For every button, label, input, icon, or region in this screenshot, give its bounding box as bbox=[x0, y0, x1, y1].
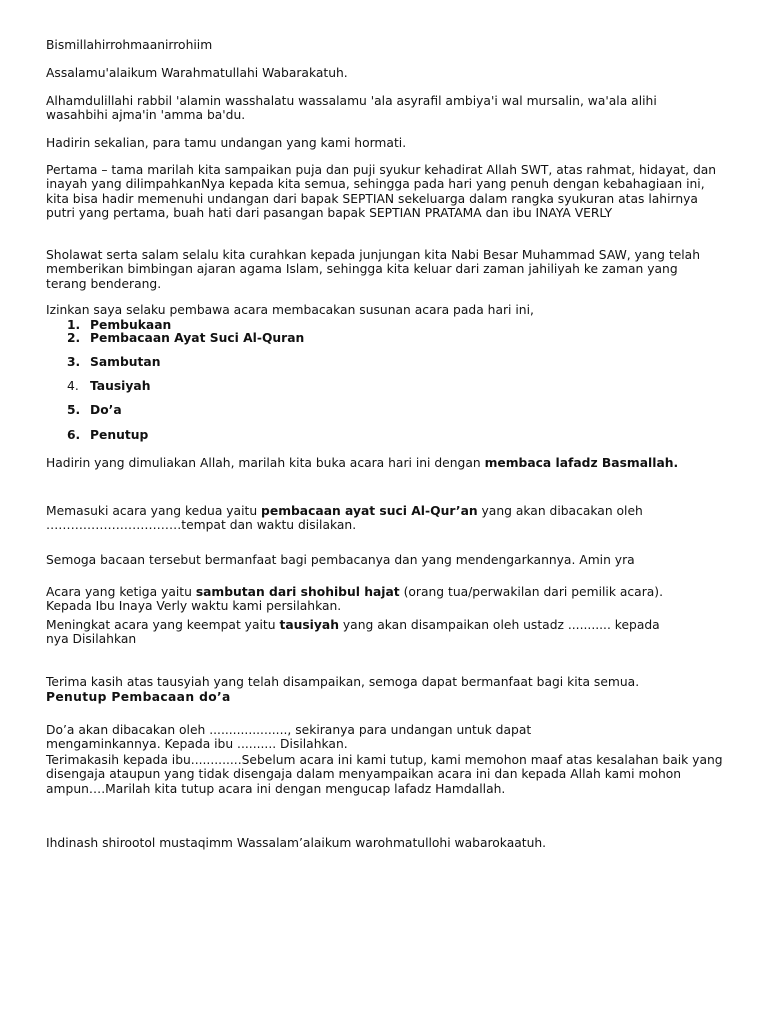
closing-prayer-heading: Penutup Pembacaan do’a bbox=[46, 690, 231, 704]
prayer-paragraph: Do’a akan dibacakan oleh ...................., sekiranya para undangan untuk dapat mengaminkannya. Kepada ibu .......... Disilahkan. bbox=[46, 723, 532, 752]
salam-greeting: Assalamu'alaikum Warahmatullahi Wabarakatuh. bbox=[46, 66, 348, 80]
tausiyah-paragraph: Meningkat acara yang keempat yaitu tausiyah yang akan disampaikan oleh ustadz ........... kepada nya Disilahkan bbox=[46, 618, 660, 647]
agenda-item-label: Tausiyah bbox=[90, 379, 151, 393]
agenda-item-label: Penutup bbox=[90, 428, 149, 442]
sholawat-paragraph: Sholawat serta salam selalu kita curahkan kepada junjungan kita Nabi Besar Muhammad SAW, yang telah memberikan bimbingan ajaran agama Islam, sehingga kita keluar dari zaman jahiliyah ke zaman yang terang benderang. bbox=[46, 248, 701, 291]
agenda-intro: Izinkan saya selaku pembawa acara membacakan susunan acara pada hari ini, bbox=[46, 303, 534, 317]
praise-paragraph: Pertama – tama marilah kita sampaikan puja dan puji syukur kehadirat Allah SWT, atas rahmat, hidayat, dan inayah yang dilimpahkanNya kepada kita semua, sehingga pada hari yang penuh dengan kebahagiaan ini, kita bisa hadir memenuhi undangan dari bapak SEPTIAN sekeluarga dalam rangka syukuran atas lahirnya putri yang pertama, buah hati dari pasangan bapak SEPTIAN PRATAMA dan ibu INAYA VERLY bbox=[46, 163, 717, 221]
highlight-text: sambutan dari shohibul hajat bbox=[195, 585, 400, 599]
blessing-paragraph: Semoga bacaan tersebut bermanfaat bagi pembacanya dan yang mendengarkannya. Amin yra bbox=[46, 553, 635, 567]
hamdalah-paragraph: Alhamdulillahi rabbil 'alamin wasshalatu wassalamu 'ala asyrafil ambiya'i wal mursalin, wa'ala alihi wasahbihi ajma'in 'amma ba'du. bbox=[46, 94, 657, 123]
agenda-item bbox=[67, 403, 122, 417]
agenda-item-number: 2. bbox=[67, 331, 81, 345]
agenda-item bbox=[67, 331, 304, 345]
opening-basmalah: Bismillahirrohmaanirrohiim bbox=[46, 38, 213, 52]
agenda-item-number: 5. bbox=[67, 403, 81, 417]
closing-salam: Ihdinash shirootol mustaqimm Wassalam’alaikum warohmatullohi wabarokaatuh. bbox=[46, 836, 547, 850]
agenda-item-number: 3. bbox=[67, 355, 81, 369]
agenda-item-label: Sambutan bbox=[90, 355, 161, 369]
closing-paragraph: Terimakasih kepada ibu.............Sebelum acara ini kami tutup, kami memohon maaf atas kesalahan baik yang disengaja ataupun yang tidak disengaja dalam menyampaikan acara ini dan kepada Allah kami mohon ampun….Marilah kita tutup acara ini dengan mengucap lafadz Hamdallah. bbox=[46, 753, 723, 796]
highlight-text: pembacaan ayat suci Al-Qur’an bbox=[261, 504, 478, 518]
agenda-item-number: 4. bbox=[67, 379, 79, 393]
opening-paragraph: Hadirin yang dimuliakan Allah, marilah kita buka acara hari ini dengan membaca lafadz Basmallah. bbox=[46, 456, 679, 470]
agenda-item-number: 6. bbox=[67, 428, 81, 442]
agenda-item-number: 1. bbox=[67, 318, 81, 332]
quran-reading-paragraph: Memasuki acara yang kedua yaitu pembacaan ayat suci Al-Qur’an yang akan dibacakan oleh ……………………………tempat dan waktu disilakan. bbox=[46, 504, 643, 533]
highlight-text: membaca lafadz Basmallah. bbox=[484, 456, 679, 470]
agenda-item bbox=[67, 355, 160, 369]
agenda-item-label: Pembacaan Ayat Suci Al-Quran bbox=[90, 331, 305, 345]
welcome-speech-paragraph: Acara yang ketiga yaitu sambutan dari shohibul hajat (orang tua/perwakilan dari pemilik acara). Kepada Ibu Inaya Verly waktu kami persilahkan. bbox=[46, 585, 663, 614]
agenda-item-label: Pembukaan bbox=[90, 318, 172, 332]
agenda-item-label: Do’a bbox=[90, 403, 122, 417]
agenda-item bbox=[67, 379, 150, 393]
audience-greeting: Hadirin sekalian, para tamu undangan yang kami hormati. bbox=[46, 136, 407, 150]
highlight-text: tausiyah bbox=[279, 618, 339, 632]
thanks-paragraph: Terima kasih atas tausyiah yang telah disampaikan, semoga dapat bermanfaat bagi kita semua. bbox=[46, 675, 640, 689]
agenda-item bbox=[67, 428, 148, 442]
